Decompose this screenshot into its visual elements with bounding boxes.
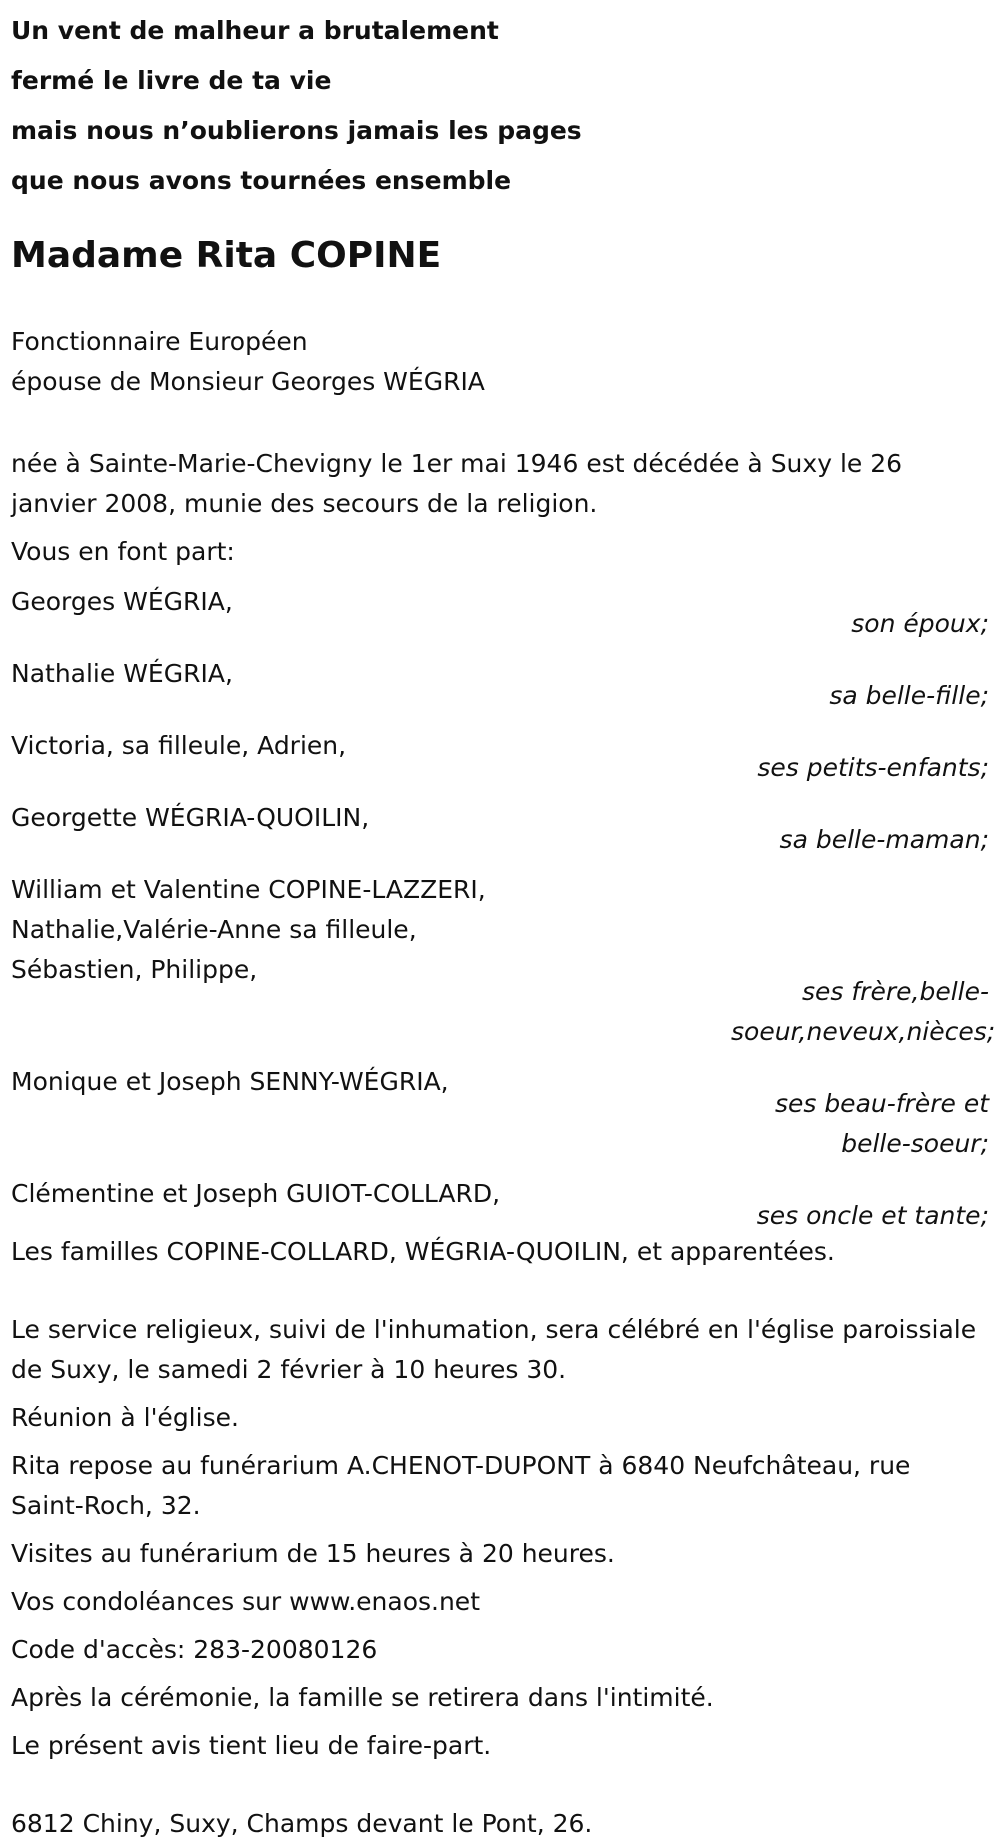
relative-names: Georgette WÉGRIA-QUOILIN, bbox=[11, 803, 370, 832]
relative-names: Victoria, sa filleule, Adrien, bbox=[11, 731, 347, 760]
relative-relation: ses frère,belle-soeur,neveux,nièces; bbox=[731, 977, 996, 1046]
profession-block bbox=[11, 322, 991, 402]
families: Les familles COPINE-COLLARD, WÉGRIA-QUOILIN, et apparentées. bbox=[11, 1237, 835, 1266]
poem bbox=[11, 0, 991, 206]
relative-entry bbox=[11, 1062, 991, 1164]
service: Le service religieux, suivi de l'inhumation, sera célébré en l'église paroissiale de Suxy, le samedi 2 février à 10 heures 30. bbox=[11, 1315, 977, 1384]
relative-relation: ses oncle et tante; bbox=[756, 1201, 989, 1230]
visits: Visites au funérarium de 15 heures à 20 heures. bbox=[11, 1539, 615, 1568]
relative-entry bbox=[11, 654, 991, 716]
relative-entry bbox=[11, 582, 991, 644]
deceased-name: Madame Rita COPINE bbox=[11, 235, 442, 276]
spacer bbox=[11, 1272, 991, 1310]
birth-death: née à Sainte-Marie-Chevigny le 1er mai 1946 est décédée à Suxy le 26 janvier 2008, munie des secours de la religion. bbox=[11, 449, 903, 518]
poem-line: que nous avons tournées ensemble bbox=[11, 166, 512, 195]
funeral-home: Rita repose au funérarium A.CHENOT-DUPONT à 6840 Neufchâteau, rue Saint-Roch, 32. bbox=[11, 1451, 911, 1520]
relative-relation: sa belle-fille; bbox=[829, 681, 989, 710]
relative-names: William et Valentine COPINE-LAZZERI, bbox=[11, 875, 486, 904]
ceremony-note: Après la cérémonie, la famille se retirera dans l'intimité. bbox=[11, 1683, 714, 1712]
condolences: Vos condoléances sur www.enaos.net bbox=[11, 1587, 480, 1616]
relative-names: Nathalie,Valérie-Anne sa filleule, bbox=[11, 915, 417, 944]
relative-entry bbox=[11, 798, 991, 860]
obituary-notice bbox=[11, 0, 996, 1844]
address: 6812 Chiny, Suxy, Champs devant le Pont, 26. bbox=[11, 1809, 593, 1838]
relative-names: Monique et Joseph SENNY-WÉGRIA, bbox=[11, 1067, 449, 1096]
notice: Le présent avis tient lieu de faire-part. bbox=[11, 1731, 492, 1760]
spouse: épouse de Monsieur Georges WÉGRIA bbox=[11, 367, 485, 396]
relative-entry bbox=[11, 870, 996, 1052]
meeting: Réunion à l'église. bbox=[11, 1403, 239, 1432]
poem-line: mais nous n’oublierons jamais les pages bbox=[11, 116, 582, 145]
announce-intro: Vous en font part: bbox=[11, 537, 235, 566]
spacer bbox=[11, 1766, 991, 1804]
relative-names: Clémentine et Joseph GUIOT-COLLARD, bbox=[11, 1179, 501, 1208]
poem-line: Un vent de malheur a brutalement bbox=[11, 16, 499, 45]
access-code: Code d'accès: 283-20080126 bbox=[11, 1635, 378, 1664]
relative-relation: son époux; bbox=[851, 609, 989, 638]
relative-relation: ses beau-frère et belle-soeur; bbox=[774, 1089, 989, 1158]
profession: Fonctionnaire Européen bbox=[11, 327, 308, 356]
relative-relation: ses petits-enfants; bbox=[757, 753, 989, 782]
relative-names: Georges WÉGRIA, bbox=[11, 587, 233, 616]
relative-entry bbox=[11, 726, 991, 788]
relative-names: Sébastien, Philippe, bbox=[11, 955, 258, 984]
relatives-list bbox=[11, 582, 996, 1236]
relative-entry bbox=[11, 1174, 991, 1236]
relative-relation: sa belle-maman; bbox=[779, 825, 989, 854]
poem-line: fermé le livre de ta vie bbox=[11, 66, 332, 95]
relative-names: Nathalie WÉGRIA, bbox=[11, 659, 233, 688]
